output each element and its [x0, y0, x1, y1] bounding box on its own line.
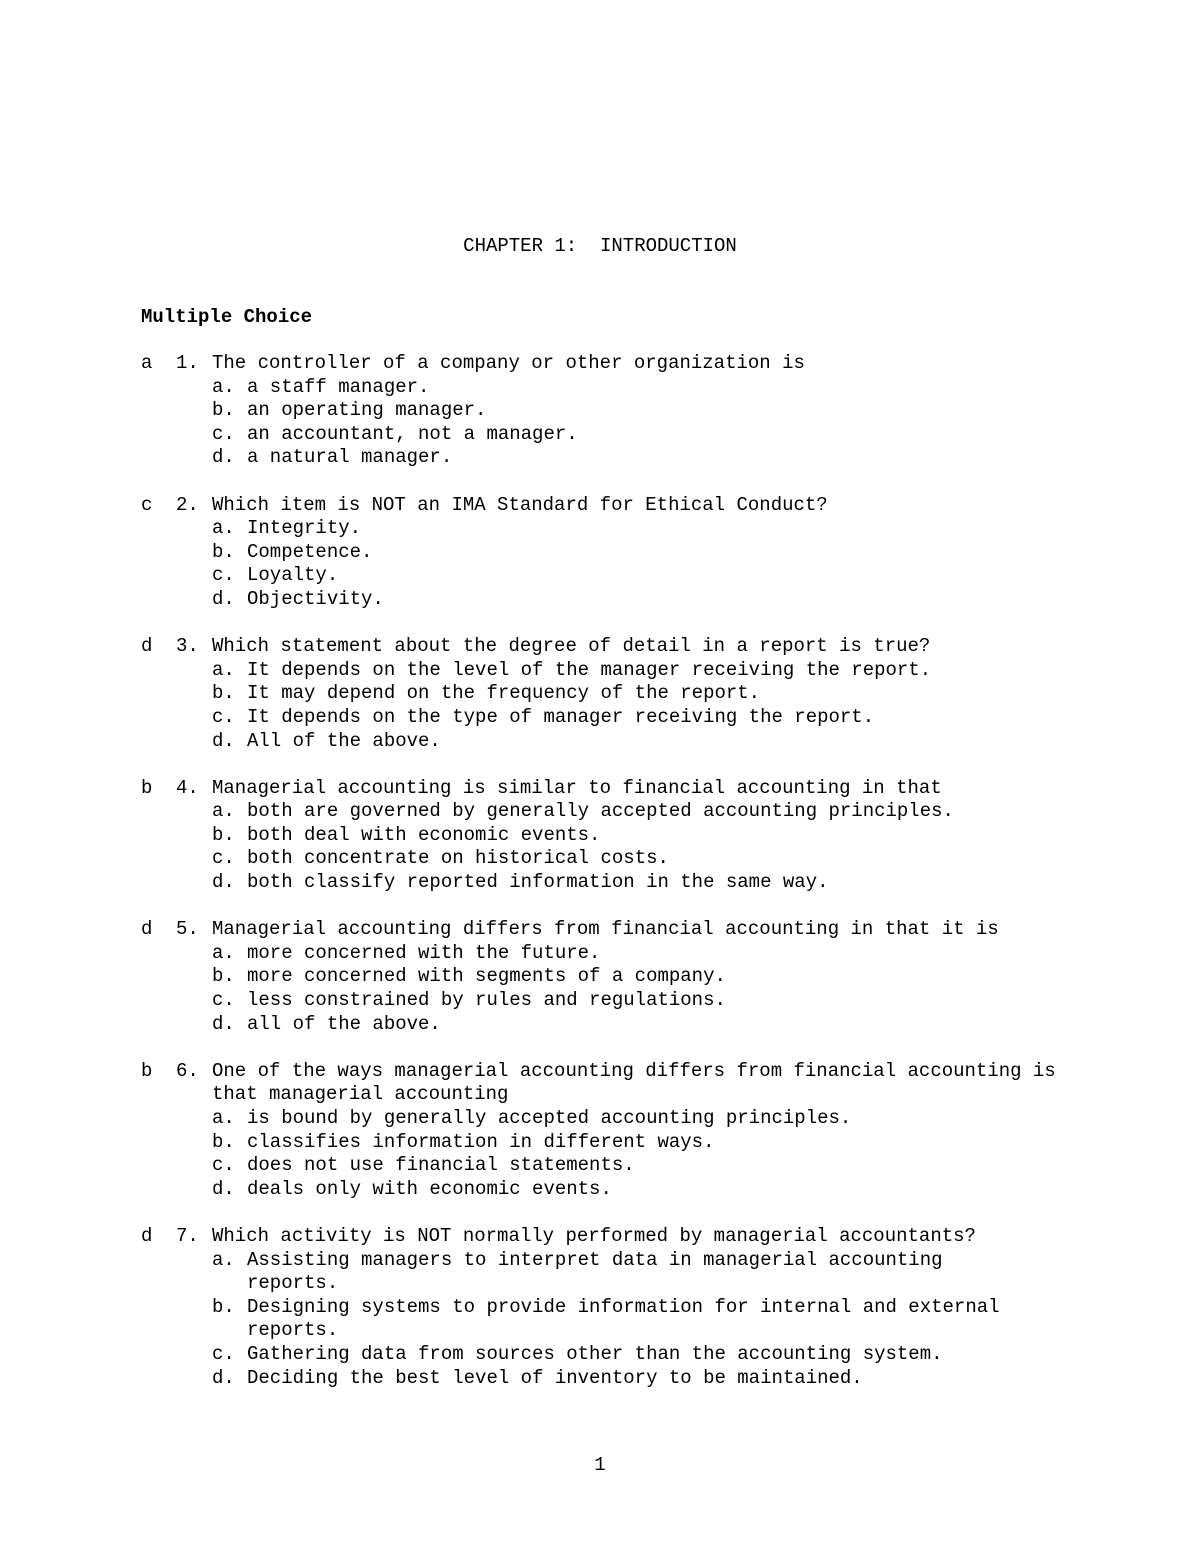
option-text: Objectivity. — [247, 587, 384, 610]
option-letter: c. — [212, 847, 235, 870]
answer-key: d — [141, 635, 153, 658]
option-letter: c. — [212, 1154, 235, 1177]
option-item — [212, 1013, 1141, 1037]
answer-key: d — [141, 1224, 153, 1247]
option-letter: d. — [212, 1177, 235, 1200]
option-letter: d. — [212, 1366, 235, 1389]
option-text: All of the above. — [247, 729, 441, 752]
option-letter: a. — [212, 375, 235, 398]
option-item — [212, 847, 1141, 871]
page-number: 1 — [594, 1454, 606, 1476]
option-letter: c. — [212, 989, 235, 1012]
option-text: both classify reported information in the same way. — [247, 871, 829, 894]
option-letter: d. — [212, 587, 235, 610]
option-item — [212, 399, 1141, 423]
question-item — [141, 1060, 1141, 1202]
option-item — [212, 446, 1141, 470]
option-text: both deal with economic events. — [247, 823, 601, 846]
option-text: deals only with economic events. — [247, 1177, 612, 1200]
option-item — [212, 989, 1141, 1013]
question-number: 3. — [176, 635, 199, 658]
answer-key: a — [141, 352, 153, 374]
question-item — [141, 1225, 1141, 1390]
question-stem: Which activity is NOT normally performed by managerial accountants? — [212, 1224, 976, 1247]
option-letter: b. — [212, 1130, 235, 1153]
option-list — [141, 1107, 1141, 1201]
option-item — [212, 824, 1141, 848]
option-letter: c. — [212, 564, 235, 587]
question-item — [141, 635, 1141, 753]
question-stem: Managerial accounting differs from financial accounting in that it is — [212, 918, 999, 941]
option-text: does not use financial statements. — [247, 1154, 635, 1177]
option-text: both concentrate on historical costs. — [247, 847, 669, 870]
option-letter: a. — [212, 800, 235, 823]
option-text: Gathering data from sources other than the accounting system. — [247, 1342, 943, 1365]
option-text: Loyalty. — [247, 564, 339, 587]
option-list — [141, 942, 1141, 1036]
option-letter: b. — [212, 965, 235, 988]
option-letter: a. — [212, 1248, 235, 1271]
question-item — [141, 918, 1141, 1036]
question-stem: Which statement about the degree of detail in a report is true? — [212, 635, 931, 658]
option-item — [212, 423, 1141, 447]
question-stem: Which item is NOT an IMA Standard for Ethical Conduct? — [212, 493, 828, 516]
section-heading: Multiple Choice — [141, 306, 313, 328]
chapter-title: CHAPTER 1: INTRODUCTION — [463, 235, 737, 257]
option-list — [141, 376, 1141, 470]
option-text: an operating manager. — [247, 399, 487, 422]
option-text: an accountant, not a manager. — [247, 422, 578, 445]
option-item — [212, 1249, 1007, 1296]
option-item — [212, 730, 1141, 754]
question-number: 4. — [176, 776, 199, 799]
question-list — [141, 352, 1141, 1414]
option-item — [212, 706, 1141, 730]
option-text: Competence. — [247, 540, 373, 563]
option-letter: a. — [212, 658, 235, 681]
option-letter: b. — [212, 540, 235, 563]
option-letter: b. — [212, 682, 235, 705]
option-text: both are governed by generally accepted accounting principles. — [247, 800, 954, 823]
option-letter: d. — [212, 446, 235, 469]
option-item — [212, 1154, 1141, 1178]
option-item — [212, 965, 1141, 989]
option-item — [212, 517, 1141, 541]
option-text: classifies information in different ways. — [247, 1130, 715, 1153]
option-item — [212, 376, 1141, 400]
option-list — [141, 659, 1141, 753]
option-text: Designing systems to provide information for internal and external reports. — [247, 1295, 1000, 1342]
question-stem: One of the ways managerial accounting differs from financial accounting is that managerial accounting — [212, 1059, 1056, 1106]
question-item — [141, 777, 1141, 895]
option-text: all of the above. — [247, 1012, 441, 1035]
question-item — [141, 494, 1141, 612]
option-item — [212, 1178, 1141, 1202]
option-letter: b. — [212, 823, 235, 846]
question-number: 1. — [176, 352, 199, 374]
option-text: a staff manager. — [247, 375, 430, 398]
option-text: more concerned with the future. — [247, 941, 601, 964]
option-text: is bound by generally accepted accounting principles. — [247, 1107, 852, 1129]
question-item — [141, 352, 1141, 470]
option-letter: c. — [212, 1342, 235, 1365]
option-text: It depends on the level of the manager receiving the report. — [247, 658, 932, 681]
option-letter: d. — [212, 871, 235, 894]
option-list — [141, 517, 1141, 611]
option-letter: a. — [212, 941, 235, 964]
option-letter: a. — [212, 517, 235, 540]
option-item — [212, 1131, 1141, 1155]
question-number: 5. — [176, 918, 199, 941]
option-item — [212, 1343, 1141, 1367]
option-item — [212, 871, 1141, 895]
option-item — [212, 1107, 1141, 1131]
option-text: It depends on the type of manager receiving the report. — [247, 705, 875, 728]
option-text: Deciding the best level of inventory to be maintained. — [247, 1366, 863, 1389]
question-number: 6. — [176, 1059, 199, 1082]
option-item — [212, 1367, 1141, 1391]
option-item — [212, 541, 1141, 565]
option-text: Assisting managers to interpret data in managerial accounting reports. — [247, 1248, 943, 1295]
question-stem: The controller of a company or other organization is — [212, 352, 805, 374]
question-stem: Managerial accounting is similar to financial accounting in that — [212, 776, 942, 799]
answer-key: b — [141, 776, 153, 799]
option-letter: d. — [212, 1012, 235, 1035]
option-item — [212, 682, 1141, 706]
option-letter: d. — [212, 729, 235, 752]
option-letter: c. — [212, 422, 235, 445]
option-letter: c. — [212, 705, 235, 728]
option-text: Integrity. — [247, 517, 362, 540]
option-item — [212, 942, 1141, 966]
option-text: less constrained by rules and regulations. — [247, 989, 726, 1012]
option-item — [212, 588, 1141, 612]
option-text: a natural manager. — [247, 446, 453, 469]
option-item — [212, 1296, 1077, 1343]
question-number: 2. — [176, 493, 199, 516]
answer-key: c — [141, 493, 153, 516]
option-letter: b. — [212, 399, 235, 422]
option-text: more concerned with segments of a company. — [247, 965, 726, 988]
option-list — [141, 800, 1141, 894]
option-item — [212, 564, 1141, 588]
option-letter: b. — [212, 1295, 235, 1318]
option-item — [212, 800, 1141, 824]
answer-key: d — [141, 918, 153, 941]
question-number: 7. — [176, 1224, 199, 1247]
option-list — [141, 1249, 1141, 1391]
option-text: It may depend on the frequency of the report. — [247, 682, 761, 705]
option-item — [212, 659, 1141, 683]
answer-key: b — [141, 1059, 153, 1082]
option-letter: a. — [212, 1107, 235, 1129]
